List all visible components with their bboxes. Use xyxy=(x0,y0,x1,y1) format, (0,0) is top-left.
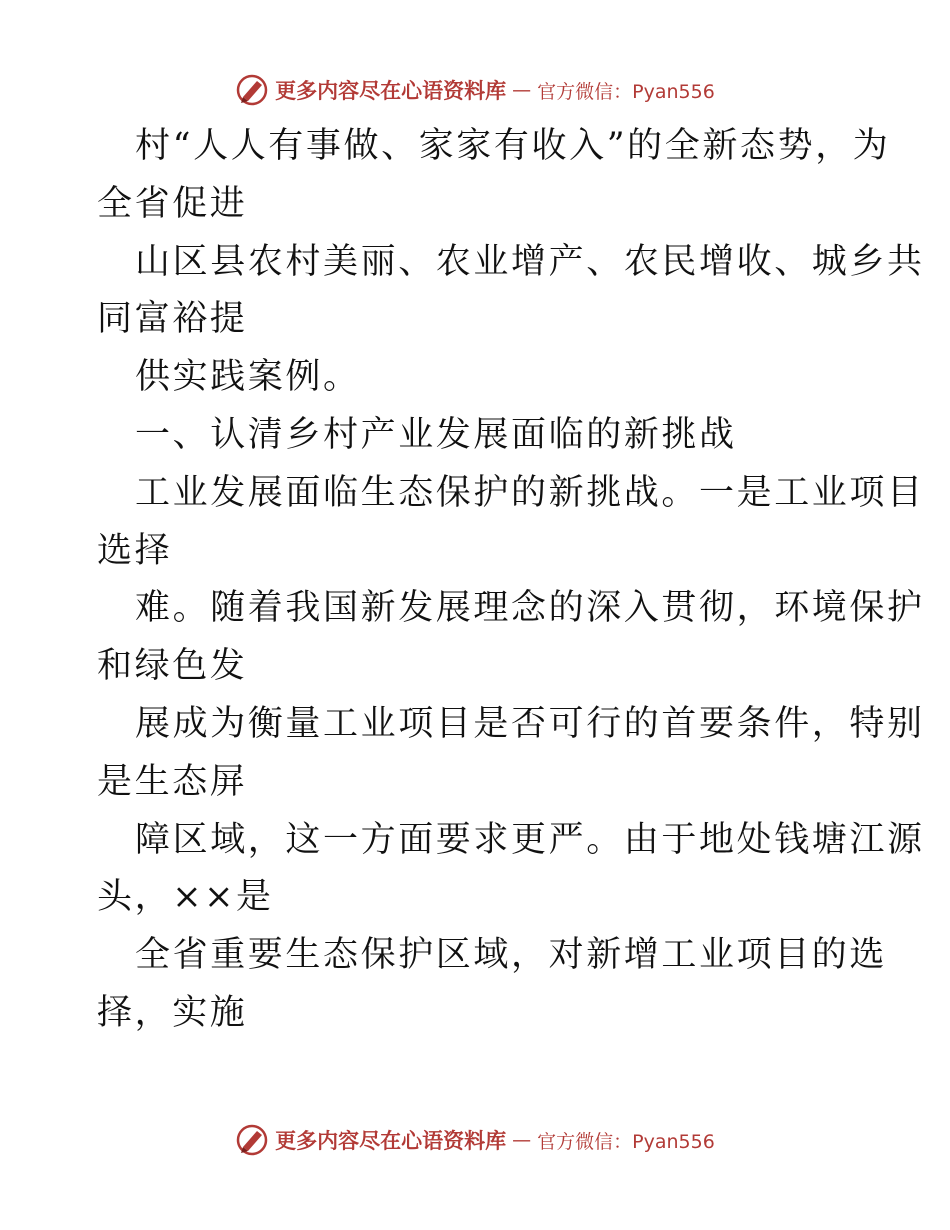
text-line: 山区县农村美丽、农业增产、农民增收、城乡共 xyxy=(135,241,925,282)
footer-site-text: 更多内容尽在心语资料库 xyxy=(275,1128,507,1153)
header-wechat-text: 官方微信：Pyan556 xyxy=(537,80,715,103)
text-line: 全省重要生态保护区域，对新增工业项目的选 xyxy=(135,935,888,976)
text-line: 供实践案例。 xyxy=(135,357,361,398)
text-line: 头，××是 xyxy=(97,877,274,918)
text-line: 同富裕提 xyxy=(97,299,248,340)
footer-separator: — xyxy=(512,1129,532,1151)
text-line: 全省促进 xyxy=(97,183,248,224)
footer-watermark xyxy=(0,1120,950,1160)
header-separator: — xyxy=(512,79,532,101)
text-line: 展成为衡量工业项目是否可行的首要条件，特别 xyxy=(135,703,925,744)
text-line: 难。随着我国新发展理念的深入贯彻，环境保护 xyxy=(135,588,925,629)
section-heading: 一、认清乡村产业发展面临的新挑战 xyxy=(135,414,737,455)
footer-wechat-text: 官方微信：Pyan556 xyxy=(537,1130,715,1153)
document-body xyxy=(97,118,925,1043)
text-line: 择，实施 xyxy=(97,992,248,1033)
header-site-text: 更多内容尽在心语资料库 xyxy=(275,78,507,103)
pen-logo-icon xyxy=(235,1123,269,1157)
text-line: 村“人人有事做、家家有收入”的全新态势，为 xyxy=(135,126,891,166)
header-watermark xyxy=(0,70,950,110)
pen-logo-icon xyxy=(235,73,269,107)
text-line: 选择 xyxy=(97,530,173,571)
text-line: 是生态屏 xyxy=(97,761,248,802)
text-line: 障区域，这一方面要求更严。由于地处钱塘江源 xyxy=(135,819,925,860)
text-line: 和绿色发 xyxy=(97,646,248,687)
text-line: 工业发展面临生态保护的新挑战。一是工业项目 xyxy=(135,472,925,513)
